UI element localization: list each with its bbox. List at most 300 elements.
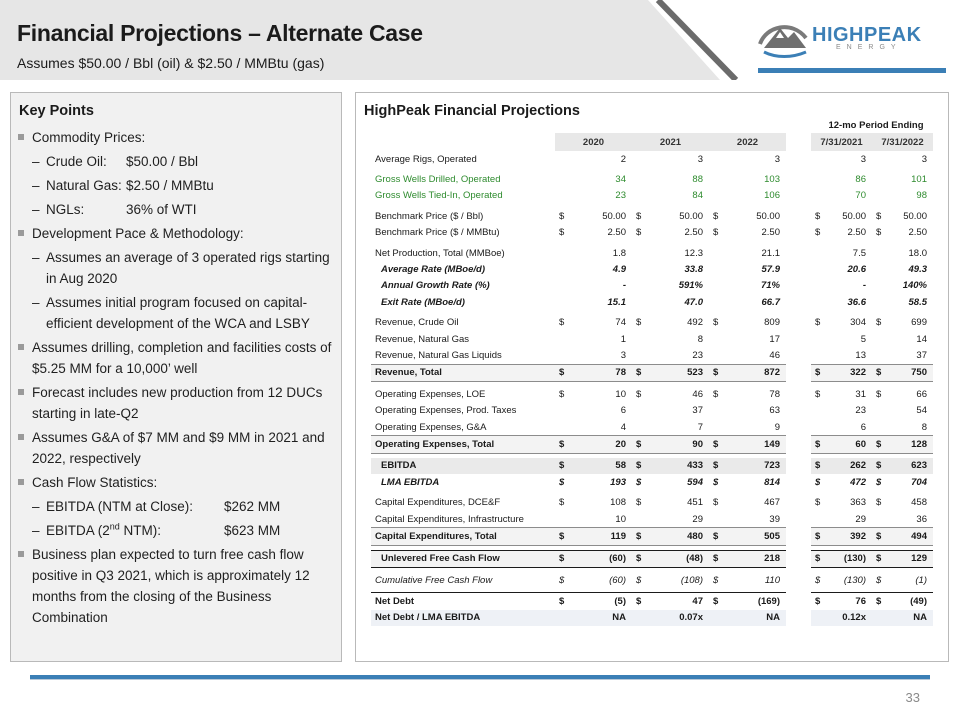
currency-sign: $ (876, 388, 882, 400)
key-points-title: Key Points (19, 103, 94, 119)
cell-value: 20.6 (847, 264, 866, 276)
value-wrap (709, 248, 786, 259)
value-cell (811, 347, 872, 364)
value-wrap (555, 297, 632, 308)
currency-sign: $ (559, 317, 565, 329)
value-cell (872, 331, 933, 347)
cell-value: 129 (911, 553, 927, 565)
sub-bullet-crude-oil: – Crude Oil: $50.00 / Bbl (17, 151, 339, 172)
cell-value: 18.0 (908, 247, 927, 259)
cell-value: 523 (687, 367, 703, 379)
value-wrap (872, 389, 933, 400)
cell-value: 108 (610, 497, 626, 509)
cell-value: 23 (692, 349, 703, 361)
currency-sign: $ (815, 388, 821, 400)
table-row (371, 610, 933, 626)
value-cell (632, 364, 709, 381)
table-row (371, 171, 933, 187)
cell-value: 128 (911, 438, 927, 450)
currency-sign: $ (815, 460, 821, 472)
value-wrap (555, 531, 632, 542)
value-cell (872, 528, 933, 545)
currency-sign: $ (876, 210, 882, 222)
table-row (371, 245, 933, 261)
ebitda-2nd-label-post: NTM): (119, 523, 162, 538)
value-wrap (709, 531, 786, 542)
cell-value: 451 (687, 497, 703, 509)
value-wrap (632, 154, 709, 165)
gap-cell (786, 245, 811, 261)
value-wrap (709, 477, 786, 488)
cell-value: (108) (680, 574, 703, 586)
value-wrap (555, 280, 632, 291)
currency-sign: $ (559, 553, 565, 565)
value-wrap (632, 460, 709, 471)
currency-sign: $ (815, 596, 821, 608)
cell-value: 50.00 (602, 210, 626, 222)
value-wrap (811, 350, 872, 361)
currency-sign: $ (815, 530, 821, 542)
value-cell (555, 494, 632, 510)
value-wrap (555, 211, 632, 222)
currency-sign: $ (876, 438, 882, 450)
currency-sign: $ (559, 596, 565, 608)
value-cell (872, 511, 933, 528)
currency-sign: $ (815, 317, 821, 329)
value-cell (555, 171, 632, 187)
value-cell (555, 474, 632, 490)
value-cell (709, 550, 786, 567)
cell-value: 29 (692, 513, 703, 525)
value-cell (811, 593, 872, 610)
cell-value: 63 (769, 405, 780, 417)
value-wrap (872, 264, 933, 275)
value-wrap (872, 227, 933, 238)
value-wrap (709, 264, 786, 275)
ebitda-2nd-ntm-label (46, 520, 224, 541)
row-label: Exit Rate (MBoe/d) (381, 296, 465, 308)
currency-sign: $ (815, 210, 821, 222)
currency-sign: $ (876, 476, 882, 488)
cell-value: 50.00 (679, 210, 703, 222)
projections-title: HighPeak Financial Projections (364, 103, 580, 119)
bullet-development: Development Pace & Methodology: (17, 223, 339, 244)
currency-sign: $ (876, 596, 882, 608)
value-cell (555, 528, 632, 545)
row-label: Operating Expenses, Total (371, 436, 555, 453)
value-wrap (811, 422, 872, 433)
value-wrap (811, 405, 872, 416)
value-cell (811, 364, 872, 381)
table-row (371, 550, 933, 567)
cell-value: 193 (610, 476, 626, 488)
value-wrap (872, 248, 933, 259)
value-wrap (872, 154, 933, 165)
row-label: EBITDA (371, 458, 555, 474)
value-wrap (709, 439, 786, 450)
value-cell (632, 572, 709, 588)
projections-table (371, 133, 933, 626)
currency-sign: $ (559, 438, 565, 450)
sub-bullet-rigs: – Assumes an average of 3 operated rigs starting in Aug 2020 (32, 250, 330, 286)
value-wrap (709, 612, 786, 623)
cell-value: 392 (850, 530, 866, 542)
currency-sign: $ (713, 227, 719, 239)
value-cell (872, 474, 933, 490)
cell-value: 86 (855, 174, 866, 186)
currency-sign: $ (815, 574, 821, 586)
value-cell (555, 278, 632, 294)
currency-sign: $ (713, 553, 719, 565)
cell-value: 37 (692, 405, 703, 417)
value-cell (555, 245, 632, 261)
value-cell (709, 386, 786, 402)
gap-cell (786, 188, 811, 204)
value-cell (872, 458, 933, 474)
cell-value: 723 (764, 460, 780, 472)
bullet-business-plan: Business plan expected to turn free cash flow positive in Q3 2021, which is approximately 12 months from the closing of the Business Combination (17, 544, 339, 628)
currency-sign: $ (815, 367, 821, 379)
value-wrap (555, 317, 632, 328)
ebitda-ntm-value: $262 MM (224, 499, 281, 514)
currency-sign: $ (636, 574, 642, 586)
cell-value: 36 (916, 513, 927, 525)
value-cell (555, 402, 632, 418)
value-cell (709, 511, 786, 528)
value-wrap (632, 575, 709, 586)
row-label: Operating Expenses, LOE (375, 388, 486, 400)
value-cell (709, 245, 786, 261)
value-cell (632, 550, 709, 567)
currency-sign: $ (713, 574, 719, 586)
value-cell (872, 436, 933, 453)
value-cell (632, 331, 709, 347)
table-row (371, 402, 933, 418)
value-cell (709, 278, 786, 294)
value-cell (811, 494, 872, 510)
value-cell (872, 610, 933, 626)
value-wrap (632, 227, 709, 238)
table-row (371, 294, 933, 310)
cell-value: 33.8 (684, 264, 703, 276)
gap-cell (786, 402, 811, 418)
currency-sign: $ (815, 438, 821, 450)
value-wrap (632, 211, 709, 222)
gap-cell (786, 208, 811, 224)
value-wrap (555, 264, 632, 275)
cell-value: 2.50 (684, 227, 703, 239)
bullet-forecast: Forecast includes new production from 12 DUCs starting in late-Q2 (17, 382, 339, 424)
value-wrap (709, 497, 786, 508)
cell-value: (5) (614, 596, 626, 608)
value-cell (811, 331, 872, 347)
cell-value: 90 (692, 438, 703, 450)
value-wrap (632, 477, 709, 488)
cell-value: 21.1 (761, 247, 780, 259)
gap-cell (786, 386, 811, 402)
value-cell (632, 294, 709, 310)
gap-cell (786, 458, 811, 474)
currency-sign: $ (636, 476, 642, 488)
natural-gas-label: Natural Gas: (46, 178, 122, 193)
table-row (371, 261, 933, 277)
row-label: Unlevered Free Cash Flow (371, 550, 555, 567)
currency-sign: $ (713, 210, 719, 222)
value-wrap (632, 174, 709, 185)
row-label: Cumulative Free Cash Flow (375, 574, 493, 586)
gap-cell (786, 550, 811, 567)
cell-value: 34 (615, 174, 626, 186)
value-cell (811, 225, 872, 241)
value-cell (632, 278, 709, 294)
value-cell (811, 315, 872, 331)
row-label: Revenue, Total (371, 364, 555, 381)
cell-value: 704 (911, 476, 927, 488)
cell-value: 57.9 (761, 264, 780, 276)
cell-value: 29 (855, 513, 866, 525)
value-cell (555, 458, 632, 474)
cell-value: - (622, 280, 626, 292)
currency-sign: $ (713, 476, 719, 488)
value-wrap (872, 422, 933, 433)
currency-sign: $ (876, 574, 882, 586)
currency-sign: $ (876, 317, 882, 329)
cell-value: 4.9 (612, 264, 626, 276)
value-cell (709, 458, 786, 474)
cell-value: 591% (678, 280, 703, 292)
cell-value: 699 (911, 317, 927, 329)
value-wrap (632, 367, 709, 378)
table-row (371, 225, 933, 241)
cell-value: 119 (610, 530, 626, 542)
value-cell (811, 528, 872, 545)
gap-cell (786, 151, 811, 167)
period-label: 12-mo Period Ending (828, 120, 924, 131)
value-cell (632, 458, 709, 474)
value-cell (709, 419, 786, 436)
currency-sign: $ (559, 367, 565, 379)
table-row (371, 419, 933, 436)
value-wrap (811, 553, 872, 564)
value-cell (555, 364, 632, 381)
value-wrap (872, 280, 933, 291)
value-wrap (811, 248, 872, 259)
currency-sign: $ (876, 227, 882, 239)
currency-sign: $ (713, 530, 719, 542)
value-wrap (632, 596, 709, 607)
ngls-value: 36% of WTI (126, 202, 197, 217)
sub-bullet-initial-program: – Assumes initial program focused on capital-efficient development of the WCA and LSBY (32, 295, 310, 331)
gap-cell (786, 419, 811, 436)
value-wrap (872, 514, 933, 525)
row-label: Net Production, Total (MMBoe) (375, 247, 505, 259)
cell-value: 106 (764, 190, 780, 202)
row-label: Gross Wells Drilled, Operated (375, 174, 501, 186)
table-row (371, 315, 933, 331)
currency-sign: $ (876, 460, 882, 472)
cell-value: - (862, 280, 866, 292)
gap-cell (786, 225, 811, 241)
table-row (371, 188, 933, 204)
cell-value: 47.0 (684, 296, 703, 308)
table-row (371, 593, 933, 610)
value-wrap (811, 477, 872, 488)
value-wrap (709, 334, 786, 345)
value-cell (555, 151, 632, 167)
value-wrap (872, 439, 933, 450)
bullet-cash-flow-statistics: Cash Flow Statistics: (17, 472, 339, 493)
currency-sign: $ (636, 210, 642, 222)
ebitda-2nd-label-sup: nd (109, 521, 120, 532)
cell-value: 54 (916, 405, 927, 417)
table-row (371, 278, 933, 294)
cell-value: 46 (769, 349, 780, 361)
cell-value: 66 (916, 388, 927, 400)
cell-value: (130) (843, 553, 866, 565)
value-wrap (632, 514, 709, 525)
currency-sign: $ (559, 497, 565, 509)
value-cell (632, 436, 709, 453)
value-cell (632, 386, 709, 402)
cell-value: 6 (860, 421, 866, 433)
value-cell (632, 151, 709, 167)
value-wrap (555, 497, 632, 508)
cell-value: 472 (850, 476, 866, 488)
value-wrap (632, 248, 709, 259)
value-wrap (811, 596, 872, 607)
bullet-ga: Assumes G&A of $7 MM and $9 MM in 2021 and 2022, respectively (17, 427, 339, 469)
value-cell (555, 550, 632, 567)
table-row (371, 331, 933, 347)
value-cell (872, 208, 933, 224)
cell-value: 46 (692, 388, 703, 400)
currency-sign: $ (559, 210, 565, 222)
value-wrap (709, 211, 786, 222)
value-wrap (872, 367, 933, 378)
table-row (371, 494, 933, 510)
value-wrap (709, 553, 786, 564)
value-cell (555, 315, 632, 331)
currency-sign: $ (815, 497, 821, 509)
gap-cell (786, 593, 811, 610)
value-cell (811, 245, 872, 261)
table-row (371, 528, 933, 545)
gap-cell (786, 331, 811, 347)
bullet-commodity-prices: Commodity Prices: (17, 127, 339, 148)
value-wrap (632, 297, 709, 308)
value-cell (632, 419, 709, 436)
value-wrap (811, 297, 872, 308)
value-wrap (709, 190, 786, 201)
cell-value: 750 (911, 367, 927, 379)
value-wrap (872, 174, 933, 185)
value-cell (709, 171, 786, 187)
cell-value: NA (612, 612, 626, 624)
value-cell (709, 331, 786, 347)
currency-sign: $ (713, 317, 719, 329)
cell-value: 458 (911, 497, 927, 509)
value-cell (811, 511, 872, 528)
cell-value: 8 (921, 421, 927, 433)
cell-value: 74 (615, 317, 626, 329)
table-row (371, 386, 933, 402)
cell-value: 20 (615, 438, 626, 450)
value-wrap (632, 531, 709, 542)
value-cell (811, 610, 872, 626)
sub-bullet-ngls: – NGLs: 36% of WTI (17, 199, 339, 220)
cell-value: (1) (915, 574, 927, 586)
value-cell (872, 294, 933, 310)
value-wrap (632, 612, 709, 623)
row-label: Average Rate (MBoe/d) (381, 264, 485, 276)
cell-value: 2 (620, 153, 626, 165)
cell-value: 9 (774, 421, 780, 433)
cell-value: 2.50 (908, 227, 927, 239)
column-header: 7/31/2021 (811, 133, 872, 151)
cell-value: 304 (850, 317, 866, 329)
crude-oil-label: Crude Oil: (46, 154, 107, 169)
value-cell (811, 458, 872, 474)
cell-value: 103 (764, 174, 780, 186)
cell-value: 98 (916, 190, 927, 202)
gap-cell (786, 315, 811, 331)
currency-sign: $ (713, 388, 719, 400)
row-label: LMA EBITDA (381, 476, 440, 488)
currency-sign: $ (636, 553, 642, 565)
cell-value: 3 (620, 349, 626, 361)
currency-sign: $ (713, 438, 719, 450)
row-label: Benchmark Price ($ / MMBtu) (375, 227, 500, 239)
value-wrap (709, 460, 786, 471)
value-wrap (811, 174, 872, 185)
value-cell (632, 474, 709, 490)
value-cell (872, 171, 933, 187)
value-wrap (811, 317, 872, 328)
cell-value: 2.50 (847, 227, 866, 239)
currency-sign: $ (876, 530, 882, 542)
value-wrap (811, 190, 872, 201)
cell-value: 58 (615, 460, 626, 472)
value-cell (632, 261, 709, 277)
currency-sign: $ (876, 553, 882, 565)
value-cell (709, 402, 786, 418)
ngls-label: NGLs: (46, 202, 85, 217)
value-cell (632, 402, 709, 418)
cell-value: 492 (687, 317, 703, 329)
value-wrap (872, 531, 933, 542)
ebitda-2nd-ntm-value: $623 MM (224, 523, 281, 538)
value-wrap (709, 280, 786, 291)
value-wrap (811, 227, 872, 238)
value-cell (632, 511, 709, 528)
value-cell (555, 436, 632, 453)
column-header: 7/31/2022 (872, 133, 933, 151)
value-wrap (709, 514, 786, 525)
value-wrap (811, 264, 872, 275)
cell-value: 50.00 (842, 210, 866, 222)
header-gap-cell (786, 133, 811, 151)
value-wrap (555, 553, 632, 564)
value-wrap (555, 460, 632, 471)
value-wrap (811, 575, 872, 586)
value-wrap (709, 575, 786, 586)
cell-value: 23 (615, 190, 626, 202)
cell-value: 60 (855, 438, 866, 450)
value-wrap (555, 227, 632, 238)
value-cell (632, 528, 709, 545)
cell-value: 3 (697, 153, 703, 165)
cell-value: 467 (764, 497, 780, 509)
